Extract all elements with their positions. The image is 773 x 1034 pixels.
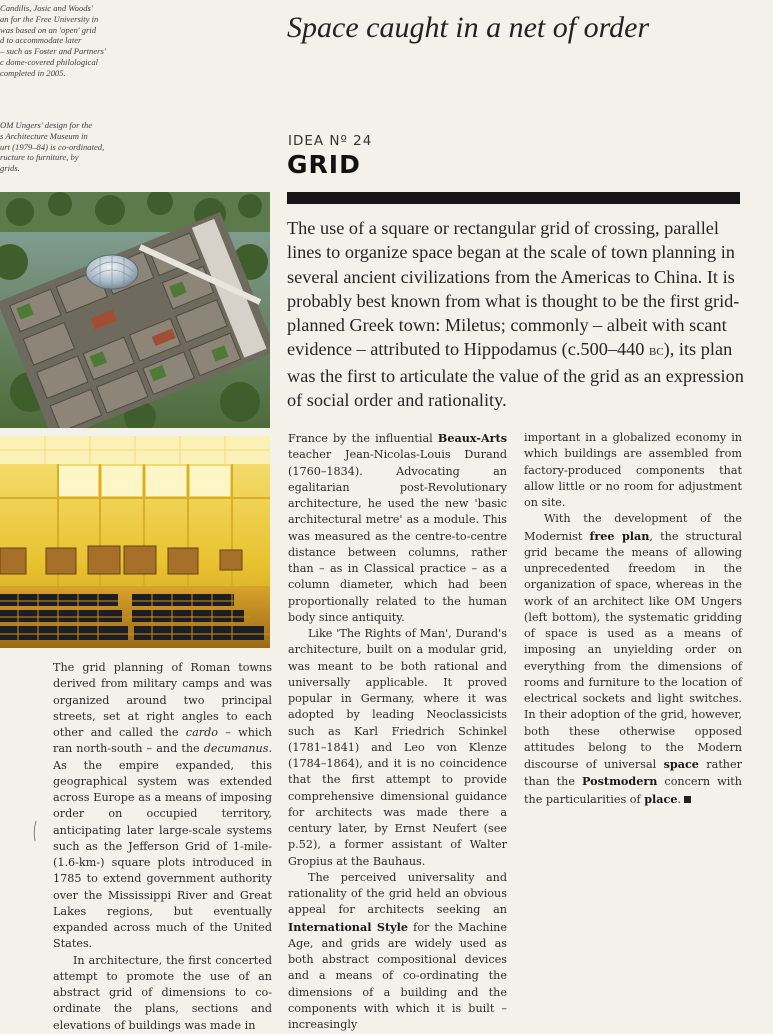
text-run: concern with the particularities of [524, 775, 742, 806]
text-run: teacher Jean-Nicolas-Louis Durand (1760–1834). Advocating an egalitarian post-Revolutionary architecture, he used the new 'basic architectural metre' as a module. This was measured as the centre-to-centre distance between columns, rather than – as in Classical practice – as a column diameter, which had been proportionally related to the human body since antiquity. [288, 448, 507, 624]
campus-aerial-photo [0, 192, 270, 428]
text-run: . As the empire expanded, this geographical system was extended across Europe as a means of imposing order on occupied territory, anticipating later large-scale systems such as the Jefferson Grid of 1-mile-(1.6-km-) square plots introduced in 1785 to extend government authority over the Mississippi River and Great Lakes regions, but eventually expanded across much of the United States. [53, 742, 272, 951]
museum-interior-photo [0, 436, 270, 648]
term-cardo: cardo [185, 726, 218, 739]
term-free-plan: free plan [589, 528, 650, 543]
term-space: space [663, 757, 699, 771]
text-run: – which ran north-south – and the [53, 726, 272, 756]
term-beaux-arts: Beaux-Arts [437, 431, 507, 445]
body-paragraph: important in a globalized economy in which buildings are assembled from factory-produced components that allow little or no room for adjustment on site. [524, 431, 742, 509]
body-paragraph: Like 'The Rights of Man', Durand's architecture, built on a modular grid, was meant to be both rational and universally applicable. It proved popular in Germany, where it was adopted by leading Neoclassicists such as Karl Friedrich Schinkel (1781–1841) and Leo von Klenze (1784–1864), and it is no coincidence that the first attempt to provide comprehensive dimensional guidance for architects was made there a century later, by Ernst Neufert (see p.52), a former assistant of Walter Gropius at the Bauhaus. [288, 627, 507, 868]
term-decumanus: decumanus [203, 742, 269, 756]
text-run: rather than the [524, 758, 742, 789]
body-column-2 [288, 430, 507, 1033]
end-mark-icon [684, 796, 691, 803]
term-place: place [644, 791, 678, 806]
body-paragraph [288, 870, 507, 1034]
text-run: for the Machine Age, and grids are widely used as both abstract compositional devices and a means of co-ordinating the dimensions of a building and the components with which it is built – increasingly [288, 920, 508, 1031]
idea-title: GRID [287, 150, 361, 179]
intro-text-end: ), its plan was the first to articulate the value of the grid as an expression of social order and rationality. [287, 339, 744, 411]
idea-number-label: IDEA Nº 24 [288, 133, 373, 149]
intro-paragraph [287, 216, 745, 412]
body-paragraph [524, 511, 742, 808]
text-run: The grid planning of Roman towns derived from military camps and was organized around two principal streets, set at right angles to each other and called the [53, 661, 272, 739]
body-column-3 [524, 430, 742, 808]
page-title: Space caught in a net of order [287, 11, 650, 44]
text-run: With the development of the Modernist [524, 512, 742, 543]
term-international-style: International Style [288, 919, 409, 934]
text-run: , the structural grid became the means of allowing unprecedented freedom in the organization of space, whereas in the work of an architect like OM Ungers (left bottom), the systematic gridding of space is used as a means of imposing an unyielding order on everything from the dimensions of rooms and furniture to the location of electrical sockets and light switches. In their adoption of the grid, however, both these otherwise opposed attitudes belong to the Modern discourse of universal [524, 529, 742, 771]
caption-free-university: Candilis, Josic and Woods' an for the Free University in was based on an 'open' grid d to accommodate later – such as Foster and Partners' c dome-covered philological completed in 2005. [0, 3, 106, 78]
text-run: . [677, 792, 682, 806]
term-postmodern: Postmodern [582, 774, 658, 789]
body-column-1 [53, 660, 272, 1034]
body-paragraph [53, 660, 272, 953]
intro-era-abbrev: bc [648, 343, 664, 360]
caption-architecture-museum: OM Ungers' design for the s Architecture Museum in urt (1979–84) is co-ordinated, ructure to furniture, by grids. [0, 120, 105, 174]
pencil-mark-icon [32, 820, 38, 842]
text-run: France by the influential [288, 432, 438, 445]
intro-text: The use of a square or rectangular grid of crossing, parallel lines to organize space began at the scale of town planning in several ancient civilizations from the Americas to China. It is probably best known from what is thought to be the first grid-planned Greek town: Miletus; commonly – albeit with scant evidence – attributed to Hippodamus (c.500–440 [287, 218, 740, 360]
body-paragraph [288, 430, 507, 626]
heading-rule [287, 192, 740, 204]
body-paragraph: In architecture, the first concerted attempt to promote the use of an abstract grid of dimensions to co-ordinate the plans, sections and elevations of buildings was made in [53, 953, 272, 1032]
text-run: The perceived universality and rationality of the grid held an obvious appeal for architects seeking an [288, 870, 507, 917]
